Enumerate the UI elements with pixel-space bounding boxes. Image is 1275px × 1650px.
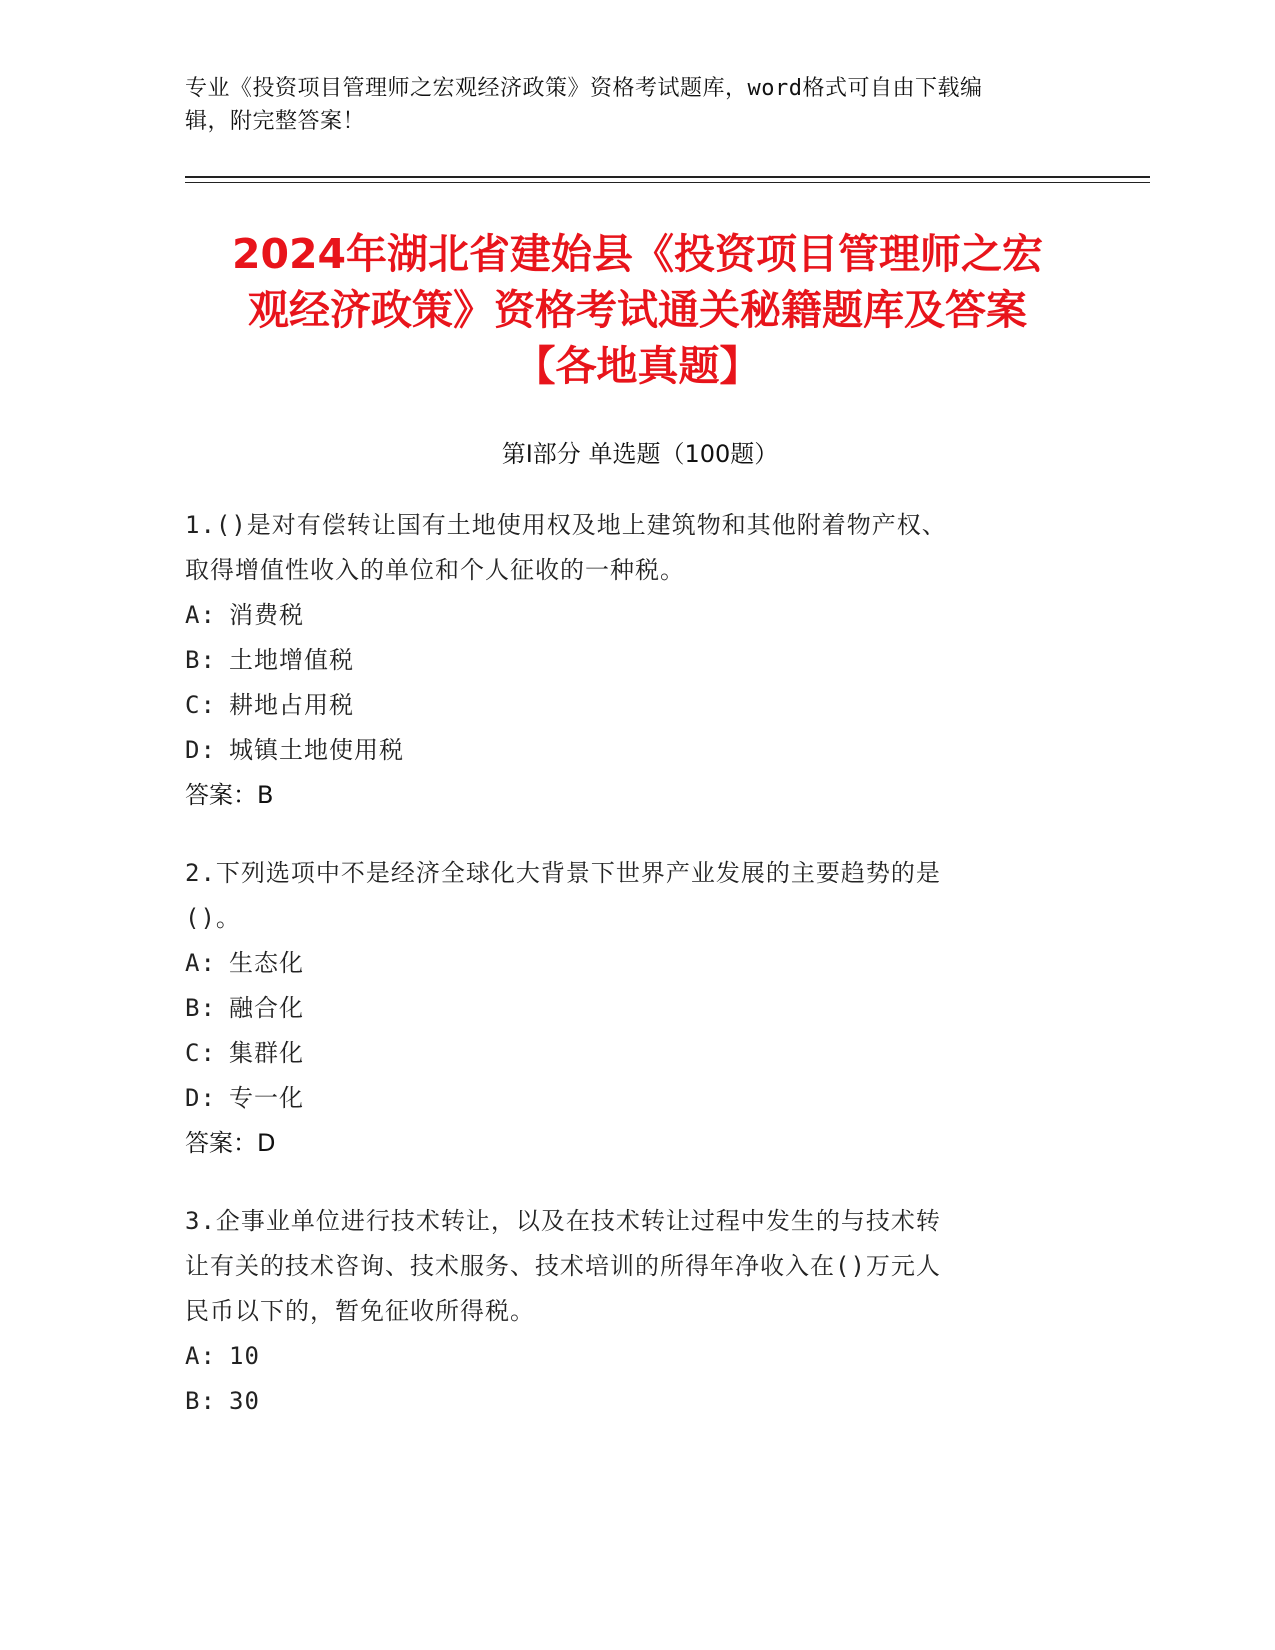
option-text: 消费税 (229, 601, 304, 629)
option-text: 土地增值税 (229, 646, 354, 674)
question-line: 1.()是对有偿转让国有土地使用权及地上建筑物和其他附着物产权、 (185, 511, 947, 539)
option-a (185, 1334, 1065, 1379)
title-line: 观经济政策》资格考试通关秘籍题库及答案 (248, 286, 1027, 334)
header-note (185, 72, 1065, 138)
section-heading: 第Ⅰ部分 单选题（100题） (501, 440, 779, 468)
option-text: 生态化 (229, 949, 304, 977)
option-text: 专一化 (229, 1084, 304, 1112)
page-title (140, 226, 1135, 394)
option-c (185, 1031, 1065, 1076)
question-2 (185, 851, 1065, 1166)
option-label: C: (185, 691, 216, 719)
option-b (185, 638, 1065, 683)
option-text: 耕地占用税 (229, 691, 354, 719)
question-line: ()。 (185, 904, 241, 932)
option-c (185, 683, 1065, 728)
option-label: A: (185, 1342, 216, 1370)
option-a (185, 941, 1065, 986)
question-text (185, 503, 1065, 593)
option-label: C: (185, 1039, 216, 1067)
option-label: D: (185, 1084, 216, 1112)
option-a (185, 593, 1065, 638)
option-b (185, 1379, 1065, 1424)
option-label: A: (185, 949, 216, 977)
question-1 (185, 503, 1065, 818)
option-text: 30 (229, 1387, 260, 1415)
option-text: 融合化 (229, 994, 304, 1022)
option-text: 10 (229, 1342, 260, 1370)
question-3 (185, 1199, 1065, 1424)
question-line: 民币以下的，暂免征收所得税。 (185, 1297, 535, 1325)
question-line: 3.企事业单位进行技术转让，以及在技术转让过程中发生的与技术转 (185, 1207, 941, 1235)
option-label: D: (185, 736, 216, 764)
option-label: A: (185, 601, 216, 629)
header-divider (185, 182, 1150, 183)
question-line: 让有关的技术咨询、技术服务、技术培训的所得年净收入在()万元人 (185, 1252, 941, 1280)
title-line: 2024年湖北省建始县《投资项目管理师之宏 (231, 230, 1044, 278)
answer: 答案：B (185, 781, 274, 809)
header-note-line: 专业《投资项目管理师之宏观经济政策》资格考试题库，word格式可自由下载编 (185, 76, 983, 101)
answer: 答案：D (185, 1129, 276, 1157)
question-text (185, 851, 1065, 941)
title-line: 【各地真题】 (514, 342, 761, 390)
option-text: 城镇土地使用税 (229, 736, 404, 764)
option-label: B: (185, 646, 216, 674)
option-label: B: (185, 994, 216, 1022)
option-d (185, 728, 1065, 773)
header-divider (185, 176, 1150, 178)
header-note-line: 辑，附完整答案！ (185, 109, 366, 134)
option-d (185, 1076, 1065, 1121)
option-label: B: (185, 1387, 216, 1415)
option-b (185, 986, 1065, 1031)
option-text: 集群化 (229, 1039, 304, 1067)
question-line: 2.下列选项中不是经济全球化大背景下世界产业发展的主要趋势的是 (185, 859, 941, 887)
question-line: 取得增值性收入的单位和个人征收的一种税。 (185, 556, 685, 584)
question-text (185, 1199, 1065, 1334)
